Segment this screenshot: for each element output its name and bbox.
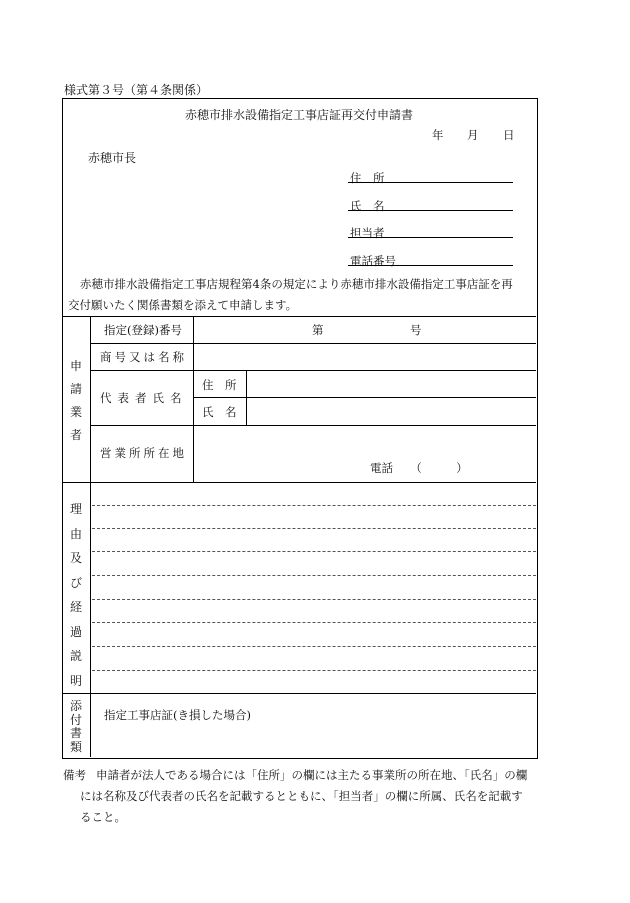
row-line-3 [193,397,536,398]
addressee: 赤穂市長 [88,151,137,165]
row-line-1 [90,343,536,344]
reason-line-7[interactable] [92,646,536,647]
reason-line-6[interactable] [92,622,536,623]
side-col-line [90,316,91,757]
row-line-4 [90,425,536,426]
reason-line-8[interactable] [92,670,536,671]
reg-number-label: 指定(登録)番号 [104,323,182,337]
date-year: 年 [432,128,444,142]
applicant-name-label: 氏 名 [350,199,385,213]
intro-line-1: 赤穂市排水設備指定工事店規程第4条の規定により赤穂市排水設備指定工事店証を再 [80,277,513,291]
remarks-label: 備考 [63,768,86,782]
applicant-side-label: 申 請 業 者 [69,359,82,442]
applicant-name-line[interactable] [348,210,513,211]
rep-label: 代表者氏名 [100,391,188,405]
office-label: 営業所所在地 [100,446,187,460]
reason-side-label: 理 由 及 び 経 過 説 明 [69,502,82,688]
reason-line-1[interactable] [92,505,536,506]
reason-line-4[interactable] [92,575,536,576]
date-month: 月 [467,128,479,142]
label-col-line [193,316,194,482]
reason-line-5[interactable] [92,599,536,600]
reason-line-3[interactable] [92,551,536,552]
applicant-section-bottom [62,482,536,483]
attach-content: 指定工事店証(き損した場合) [104,708,251,722]
trade-name-field[interactable] [196,346,532,368]
reason-section-bottom [62,693,536,694]
applicant-address-label: 住 所 [350,171,385,185]
rep-name-field[interactable] [250,400,532,422]
table-top-line [62,316,536,317]
reg-number-go: 号 [410,323,422,337]
reg-number-field[interactable] [325,319,405,341]
reason-line-2[interactable] [92,528,536,529]
rep-name-label: 氏 名 [202,405,237,419]
attach-side-label: 添 付 書 類 [69,699,82,754]
office-phone: 電話 （ ） [370,461,468,475]
intro-line-2: 交付願いたく関係書類を添えて申請します。 [68,298,298,312]
remarks-line-3: ること。 [80,810,126,824]
form-title: 赤穂市排水設備指定工事店証再交付申請書 [184,108,413,122]
date-day: 日 [503,128,515,142]
applicant-contact-label: 担当者 [350,226,385,240]
remarks-line-1: 申請者が法人である場合には「住所」の欄には主たる事業所の所在地、「氏名」の欄 [96,768,528,782]
applicant-contact-line[interactable] [348,237,513,238]
applicant-address-line[interactable] [348,182,513,183]
form-number: 様式第３号（第４条関係） [64,83,209,97]
applicant-phone-line[interactable] [348,265,513,266]
row-line-2 [90,370,536,371]
rep-address-field[interactable] [250,373,532,395]
applicant-phone-label: 電話番号 [350,254,396,268]
trade-name-label: 商号又は名称 [100,350,187,364]
office-address-field[interactable] [196,428,532,456]
rep-address-label: 住 所 [202,378,237,392]
reg-number-dai: 第 [312,323,324,337]
remarks-line-2: には名称及び代表者の氏名を記載するとともに、「担当者」の欄に所属、氏名を記載す [80,789,523,803]
sub-label-col-line [246,370,247,425]
